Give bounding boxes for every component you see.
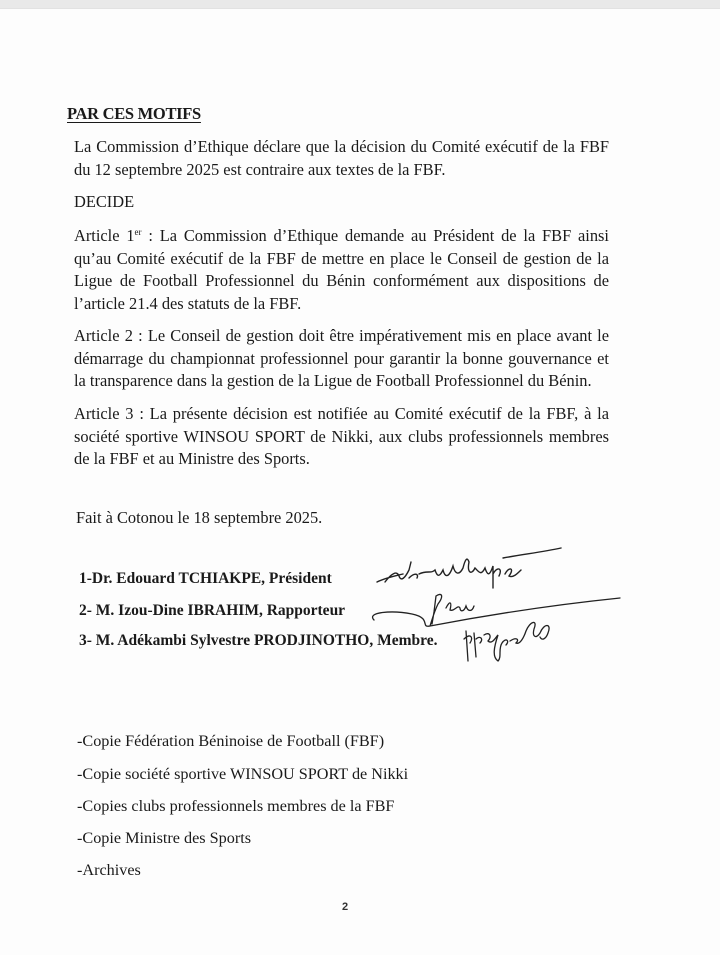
article-3-label: Article 3 : [74, 404, 144, 423]
place-date: Fait à Cotonou le 18 septembre 2025. [76, 508, 323, 527]
signature-prodjinotho [462, 617, 557, 667]
article-1-line: Article 1er : La Commission d’Ethique demande au Président de la FBF ainsi [74, 226, 609, 245]
article-2-line: démarrage du championnat professionnel pour garantir la bonne gouvernance et [74, 348, 609, 368]
article-1-line: qu’au Comité exécutif de la FBF de mettre en place le Conseil de gestion de la [74, 248, 609, 268]
article-1 [74, 225, 609, 315]
article-1-label-sup: er [134, 227, 142, 237]
copy-item: -Copie société sportive WINSOU SPORT de Nikki [77, 765, 409, 783]
copy-item: -Copie Fédération Béninoise de Football (FBF) [77, 732, 385, 750]
intro-paragraph [74, 136, 609, 181]
article-2-line: Article 2 : Le Conseil de gestion doit être impérativement mis en place avant le [74, 326, 610, 345]
copy-item: -Copies clubs professionnels membres de la FBF [77, 797, 395, 815]
copy-item: -Archives [77, 861, 141, 879]
signatory-3: 3- M. Adékambi Sylvestre PRODJINOTHO, Membre. [79, 632, 438, 649]
signatory-1: 1-Dr. Edouard TCHIAKPE, Président [79, 570, 332, 587]
article-2 [74, 325, 609, 393]
article-3-line: de la FBF et au Ministre des Sports. [74, 449, 310, 468]
article-1-line: Ligue de Football Professionnel du Bénin conformément aux dispositions de [74, 271, 609, 290]
page-number: 2 [342, 901, 349, 913]
copy-item: -Copie Ministre des Sports [77, 829, 252, 847]
article-3 [74, 403, 609, 471]
decide-label: DECIDE [74, 192, 135, 211]
article-3-line: Article 3 : La présente décision est notifiée au Comité exécutif de la FBF, à la [74, 404, 609, 423]
intro-line: La Commission d’Ethique déclare que la décision du Comité exécutif de la FBF [74, 137, 609, 156]
article-3-line: société sportive WINSOU SPORT de Nikki, aux clubs professionnels membres [74, 426, 609, 446]
article-2-label: Article 2 : [74, 326, 143, 345]
article-1-line: l’article 21.4 des statuts de la FBF. [74, 293, 302, 313]
article-2-line: la transparence dans la gestion de la Ligue de Football Professionnel du Bénin. [74, 371, 592, 390]
signatory-2: 2- M. Izou-Dine IBRAHIM, Rapporteur [79, 602, 346, 619]
intro-line: du 12 septembre 2025 est contraire aux textes de la FBF. [74, 159, 446, 179]
section-heading: PAR CES MOTIFS [67, 104, 201, 123]
article-1-label: Article 1 [74, 226, 135, 245]
